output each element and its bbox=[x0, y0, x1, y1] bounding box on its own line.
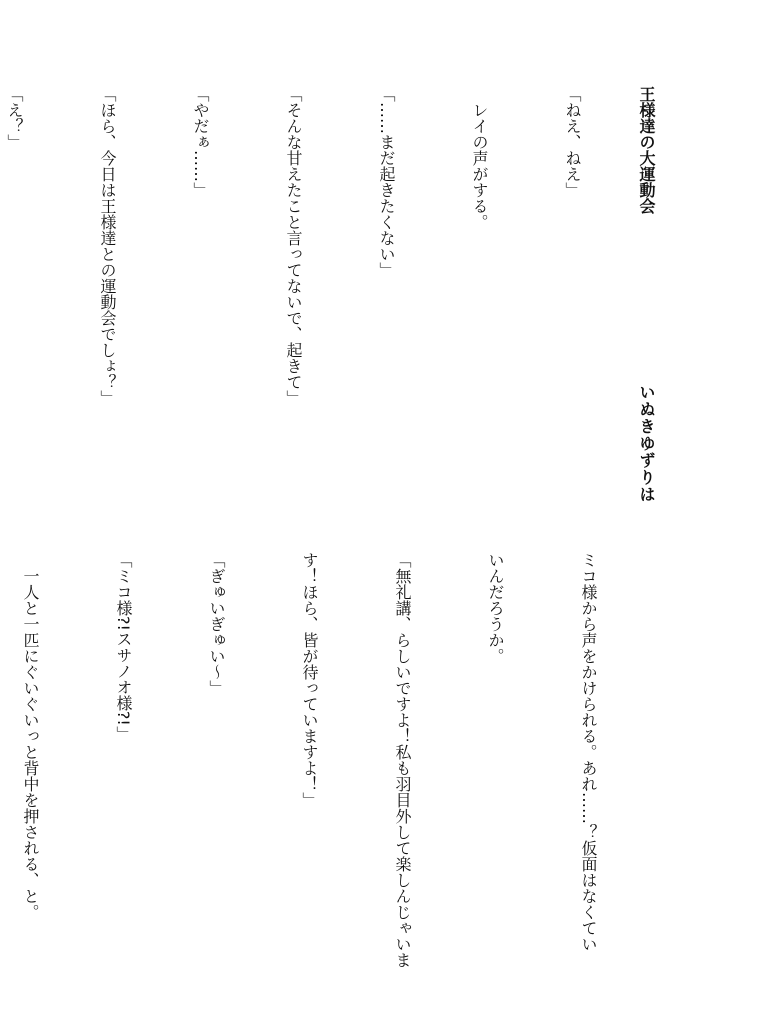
story-author: いぬきゆずりは bbox=[637, 384, 656, 503]
text-line: 「……まだ起きたくない」 bbox=[377, 86, 396, 278]
text-line: ミコ様から声をかけられる。あれ……？仮面はなくてい bbox=[579, 552, 598, 952]
text-line: 「ミコ様?!スサノオ様?!」 bbox=[114, 552, 133, 742]
bottom-text-block bbox=[21, 552, 666, 972]
text-line: いんだろうか。 bbox=[486, 552, 505, 664]
text-line: 「ねえ、ねえ」 bbox=[563, 86, 582, 198]
text-line: す！ほら、皆が待っていますよ！」 bbox=[300, 552, 319, 808]
text-line: 「やだぁ……」 bbox=[191, 86, 210, 198]
text-line: 「え？」 bbox=[5, 86, 24, 150]
text-line: 「そんな甘えたこと言ってないで、起きて」 bbox=[284, 86, 303, 406]
story-title: 王様達の大運動会 bbox=[637, 86, 656, 214]
text-line: レイの声がする。 bbox=[470, 86, 489, 230]
top-text-block bbox=[5, 86, 650, 501]
text-line: 「ほら、今日は王様達との運動会でしょ？」 bbox=[98, 86, 117, 406]
text-line: 「無礼講、らしいですよ！私も羽目外して楽しんじゃいま bbox=[393, 552, 412, 968]
text-line: 一人と一匹にぐいぐいっと背中を押される、と。 bbox=[21, 552, 40, 920]
text-line: 「ぎゅいぎゅい～」 bbox=[207, 552, 226, 696]
